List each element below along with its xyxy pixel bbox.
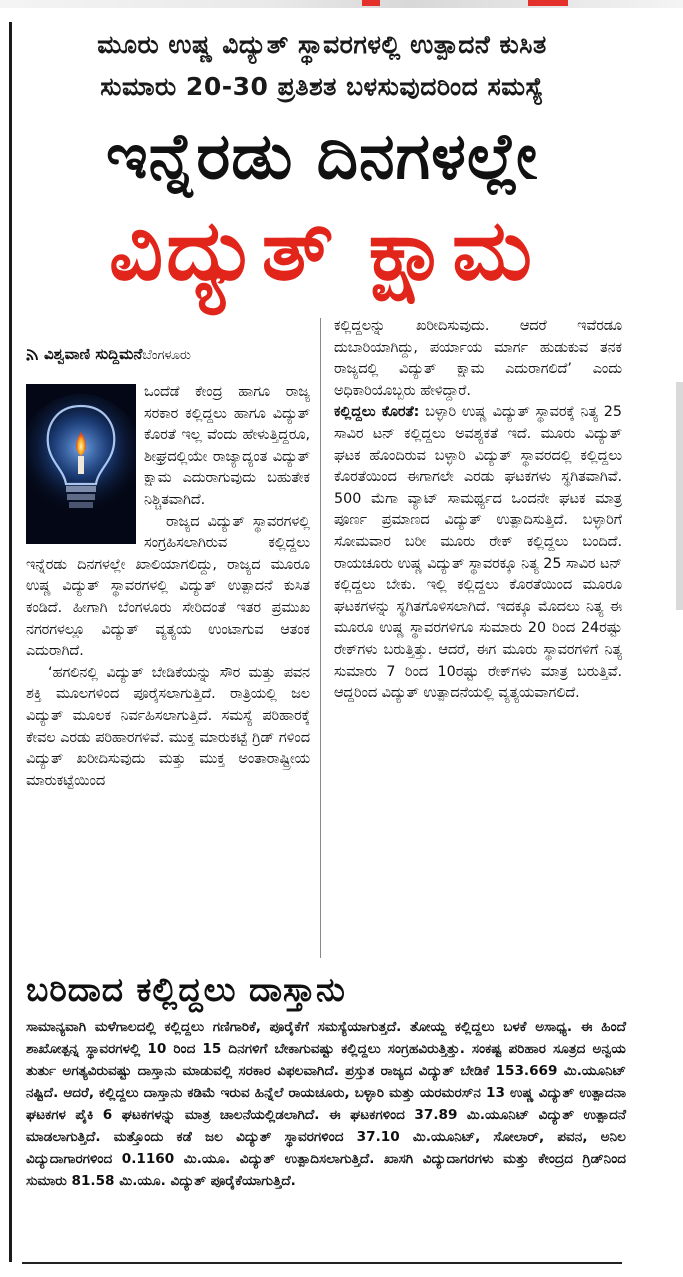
left-paragraph-3 [26, 663, 310, 793]
headline-line-2: ವಿದ್ಯುತ್ ಕ್ಷಾಮ [108, 201, 536, 299]
sub-section-body: ಸಾಮಾನ್ಯವಾಗಿ ಮಳೆಗಾಲದಲ್ಲಿ ಕಲ್ಲಿದ್ದಲು ಗಣಿಗಾರಿಕೆ, ಪೂರೈಕೆಗೆ ಸಮಸ್ಯೆಯಾಗುತ್ತದೆ. ತೋಯ್ದ ಕಲ್ಲಿದ್ದಲು ಬಳಕೆ ಅಸಾಧ್ಯ. ಈ ಹಿಂದೆ ಶಾಖೋತ್ಪನ್ನ ಸ್ಥಾವರಗಳಲ್ಲಿ 10 ರಿಂದ 15 ದಿನಗಳಿಗೆ ಬೇಕಾಗುವಷ್ಟು ಕಲ್ಲಿದ್ದಲು ಸಂಗ್ರಹವಿರುತ್ತಿತ್ತು. ಸಂಕಷ್ಟ ಪರಿಹಾರ ಸೂತ್ರದ ಅನ್ವಯ ತುರ್ತು ಅಗತ್ಯವಿರುವಷ್ಟು ದಾಸ್ತಾನು ಮಾಡುವಲ್ಲಿ ಸರಕಾರ ವಿಫಲವಾಗಿದೆ. ಪ್ರಸ್ತುತ ರಾಜ್ಯದ ವಿದ್ಯುತ್ ಬೇಡಿಕೆ 153.669 ಮಿ.ಯೂನಿಟ್ ನಷ್ಟಿದೆ. ಆದರೆ, ಕಲ್ಲಿದ್ದಲು ದಾಸ್ತಾನು ಕಡಿಮೆ ಇರುವ ಹಿನ್ನೆಲೆ ರಾಯಚೂರು, ಬಳ್ಳಾರಿ ಮತ್ತು ಯರಮರಸ್‌ನ 13 ಉಷ್ಣ ವಿದ್ಯುತ್ ಉತ್ಪಾದನಾ ಘಟಕಗಳ ಪೈಕಿ 6 ಘಟಕಗಳನ್ನು ಮಾತ್ರ ಚಾಲನೆಯಲ್ಲಿಡಲಾಗಿದೆ. ಈ ಘಟಕಗಳಿಂದ 37.89 ಮಿ.ಯೂನಿಟ್ ವಿದ್ಯುತ್ ಉತ್ಪಾದನೆ ಮಾಡಲಾಗುತ್ತಿದೆ. ಮತ್ತೊಂದು ಕಡೆ ಜಲ ವಿದ್ಯುತ್ ಸ್ಥಾವರಗಳಿಂದ 37.10 ಮಿ.ಯೂನಿಟ್, ಸೋಲಾರ್, ಪವನ, ಅನಿಲ ವಿದ್ಯುದಾಗಾರಗಳಿಂದ 0.1160 ಮಿ.ಯೂ. ವಿದ್ಯುತ್ ಉತ್ಪಾದಿಸಲಾಗುತ್ತಿದೆ. ಖಾಸಗಿ ವಿದ್ಯುದಾಗರಗಳು ಮತ್ತು ಕೇಂದ್ರದ ಗ್ರಿಡ್‌ನಿಂದ ಸುಮಾರು 81.58 ಮಿ.ಯೂ. ವಿದ್ಯುತ್ ಪೂರೈಕೆಯಾಗುತ್ತಿದೆ. [26, 1019, 626, 1189]
adjacent-page-edge [676, 382, 683, 610]
left-border-rule [9, 22, 12, 1262]
column-divider [320, 318, 321, 958]
light-bulb-image [26, 384, 136, 544]
left-column [26, 382, 310, 792]
kicker-line-1: ಮೂರು ಉಷ್ಣ ವಿದ್ಯುತ್ ಸ್ಥಾವರಗಳಲ್ಲಿ ಉತ್ಪಾದನೆ ಕುಸಿತ [97, 30, 547, 59]
byline-source: ವಿಶ್ವವಾಣಿ ಸುದ್ದಿಮನೆ [44, 345, 143, 363]
left-paragraph-1-text: ಒಂದೆಡೆ ಕೇಂದ್ರ ಹಾಗೂ ರಾಜ್ಯ ಸರಕಾರ ಕಲ್ಲಿದ್ದಲು ಹಾಗೂ ವಿದ್ಯುತ್ ಕೊರತೆ ಇಲ್ಲ ವೆಂದು ಹೇಳುತ್ತಿದ್ದರೂ, ಶೀಘ್ರದಲ್ಲಿಯೇ ರಾಜ್ಯಾದ್ಯಂತ ವಿದ್ಯುತ್ ಕ್ಷಾಮ ಎದುರಾಗುವುದು ಬಹುತೇಕ ನಿಶ್ಚಿತವಾಗಿದೆ. [144, 384, 310, 508]
right-paragraph-2 [334, 402, 622, 704]
headline-line-1: ಇನ್ನೆರಡು ದಿನಗಳಲ್ಲೇ [105, 120, 539, 194]
left-paragraph-2-text: ರಾಜ್ಯದ ವಿದ್ಯುತ್ ಸ್ಥಾವರಗಳಲ್ಲಿ ಸಂಗ್ರಹಿಸಲಾಗಿರುವ ಕಲ್ಲಿದ್ದಲು ಇನ್ನೆರಡು ದಿನಗಳಲ್ಲೇ ಖಾಲಿಯಾಗಲಿದ್ದು, ರಾಜ್ಯದ ಮೂರೂ ಉಷ್ಣ ವಿದ್ಯುತ್ ಸ್ಥಾವರಗಳಲ್ಲಿ ವಿದ್ಯುತ್ ಉತ್ಪಾದನೆ ಕುಸಿತ ಕಂಡಿದೆ. ಹೀಗಾಗಿ ಬೆಂಗಳೂರು ಸೇರಿದಂತೆ ಇತರ ಪ್ರಮುಖ ನಗರಗಳಲ್ಲೂ ವಿದ್ಯುತ್ ವ್ಯತ್ಯಯ ಉಂಟಾಗುವ ಆತಂಕ ಎದುರಾಗಿದೆ. [26, 513, 310, 660]
right-column [334, 316, 622, 705]
right-paragraph-1: ಕಲ್ಲಿದ್ದಲನ್ನು ಖರೀದಿಸುವುದು. ಆದರೆ ಇವೆರಡೂ ದುಬಾರಿಯಾಗಿದ್ದು, ಪರ್ಯಾಯ ಮಾರ್ಗ ಹುಡುಕುವ ತನಕ ರಾಜ್ಯದಲ್ಲಿ ವಿದ್ಯುತ್ ಕ್ಷಾಮ ಎದುರಾಗಲಿದೆ’ ಎಂದು ಅಧಿಕಾರಿಯೊಬ್ಬರು ಹೇಳಿದ್ದಾರೆ. [334, 318, 622, 399]
sub-section-heading: ಬರಿದಾದ ಕಲ್ಲಿದ್ದಲು ದಾಸ್ತಾನು [26, 970, 346, 1009]
top-page-strip [0, 0, 683, 8]
left-paragraph-3-text: ‘ಹಗಲಿನಲ್ಲಿ ವಿದ್ಯುತ್ ಬೇಡಿಕೆಯನ್ನು ಸೌರ ಮತ್ತು ಪವನ ಶಕ್ತಿ ಮೂಲಗಳಿಂದ ಪೂರೈಸಲಾಗುತ್ತಿದೆ. ರಾತ್ರಿಯಲ್ಲಿ ಜಲ ವಿದ್ಯುತ್ ಮೂಲಕ ನಿರ್ವಹಿಸಲಾಗುತ್ತಿದೆ. ಸಮಸ್ಯೆ ಪರಿಹಾರಕ್ಕೆ ಕೇವಲ ಎರಡು ಪರಿಹಾರಗಳಿವೆ. ಮುಕ್ತ ಮಾರುಕಟ್ಟೆ ಗ್ರಿಡ್ ಗಳಿಂದ ವಿದ್ಯುತ್ ಖರೀದಿಸುವುದು ಮತ್ತು ಮುಕ್ತ ಅಂತಾರಾಷ್ಟ್ರೀಯ ಮಾರುಕಟ್ಟೆಯಿಂದ [26, 664, 310, 789]
signal-icon [26, 347, 40, 361]
strip-red-mark [528, 0, 568, 6]
section-lead: ಕಲ್ಲಿದ್ದಲು ಕೊರತೆ: [334, 404, 420, 421]
bottom-rule [22, 1262, 622, 1264]
kicker-line-2: ಸುಮಾರು 20-30 ಪ್ರತಿಶತ ಬಳಸುವುದರಿಂದ ಸಮಸ್ಯೆ [100, 72, 544, 101]
news-article [22, 20, 626, 1240]
right-paragraph-2-text: ಬಳ್ಳಾರಿ ಉಷ್ಣ ವಿದ್ಯುತ್ ಸ್ಥಾವರಕ್ಕೆ ನಿತ್ಯ 25 ಸಾವಿರ ಟನ್ ಕಲ್ಲಿದ್ದಲು ಅವಶ್ಯಕತೆ ಇದೆ. ಮೂರು ವಿದ್ಯುತ್ ಘಟಕ ಹೊಂದಿರುವ ಬಳ್ಳಾರಿ ವಿದ್ಯುತ್ ಸ್ಥಾವರದಲ್ಲಿ ಕಲ್ಲಿದ್ದಲು ಕೊರತೆಯಿಂದ ಈಗಾಗಲೇ ಎರಡು ಘಟಕಗಳು ಸ್ಥಗಿತವಾಗಿವೆ. 500 ಮೆಗಾ ವ್ಯಾಟ್ ಸಾಮರ್ಥ್ಯದ ಒಂದನೇ ಘಟಕ ಮಾತ್ರ ಪೂರ್ಣ ಪ್ರಮಾಣದ ವಿದ್ಯುತ್ ಉತ್ಪಾದಿಸುತ್ತಿದೆ. ಬಳ್ಳಾರಿಗೆ ಸೋಮವಾರ ಬರೀ ಮೂರು ರೇಕ್ ಕಲ್ಲಿದ್ದಲು ಬಂದಿದೆ. ರಾಯಚೂರು ಉಷ್ಣ ವಿದ್ಯುತ್ ಸ್ಥಾವರಕ್ಕೂ ನಿತ್ಯ 25 ಸಾವಿರ ಟನ್ ಕಲ್ಲಿದ್ದಲು ಬೇಕು. ಇಲ್ಲಿ ಕಲ್ಲಿದ್ದಲು ಕೊರತೆಯಿಂದ ಮೂರೂ ಘಟಕಗಳನ್ನು ಸ್ಥಗಿತಗೊಳಿಸಲಾಗಿದೆ. ಇದಕ್ಕೂ ಮೊದಲು ನಿತ್ಯ ಈ ಮೂರೂ ಉಷ್ಣ ಸ್ಥಾವರಗಳಿಗೂ ಸುಮಾರು 20 ರಿಂದ 24ರಷ್ಟು ರೇಕ್‌ಗಳು ಬರುತ್ತಿತ್ತು. ಆದರೆ, ಈಗ ಮೂರು ಸ್ಥಾವರಗಳಿಗೆ ನಿತ್ಯ ಸುಮಾರು 7 ರಿಂದ 10ರಷ್ಟು ರೇಕ್‌ಗಳು ಮಾತ್ರ ಬರುತ್ತಿವೆ. ಆದ್ದರಿಂದ ವಿದ್ಯುತ್ ಉತ್ಪಾದನೆಯಲ್ಲಿ ವ್ಯತ್ಯಯವಾಗಲಿದೆ. [334, 404, 623, 702]
byline [26, 345, 191, 363]
byline-city: ಬೆಂಗಳೂರು [142, 348, 191, 363]
left-paragraph-1 [26, 382, 310, 512]
strip-red-mark [362, 0, 380, 6]
